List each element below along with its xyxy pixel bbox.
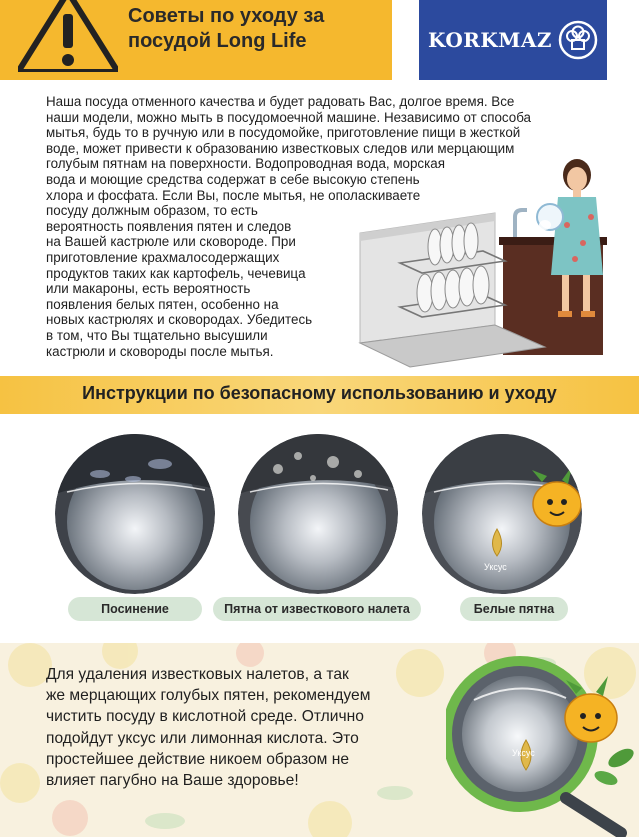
cleaning-tip-line: чистить посуду в кислотной среде. Отлично xyxy=(46,708,364,726)
intro-line: мытья, будь то в ручную или в посудомойке, приготовление пищи в жесткой xyxy=(46,125,521,141)
intro-line: кастрюли и сковороды после мытья. xyxy=(46,343,274,359)
intro-line: вероятность появления пятен и следов xyxy=(46,218,292,234)
intro-line: появления белых пятен, особенно на xyxy=(46,296,279,312)
pan-limescale-image xyxy=(238,434,398,594)
pan-bluing-image xyxy=(55,434,215,594)
intro-line: продуктов таких как картофель, чечевица xyxy=(46,265,306,281)
cleaning-tip-line: Для удаления известковых налетов, а так xyxy=(46,666,349,683)
page-title xyxy=(128,4,378,54)
intro-line: хлора и фосфата. Если Вы, после мытья, не ополаскиваете xyxy=(46,187,421,203)
intro-line: наши модели, можно мыть в посудомоечной машине. Независимо от способа xyxy=(46,109,532,125)
chef-hat-icon xyxy=(558,20,598,60)
pan-label-bluing: Посинение xyxy=(68,597,202,621)
page-title-line: посудой Long Life xyxy=(128,30,307,52)
intro-line: воде, может привести к образованию известковых следов или мерцающим xyxy=(46,140,515,156)
cleaning-tip-text xyxy=(46,664,426,791)
brand-logo xyxy=(419,0,607,80)
pan-white-spots-image xyxy=(422,434,582,594)
pan-label-white-spots: Белые пятна xyxy=(460,597,568,621)
intro-line: голубым пятнам на поверхности. Водопроводная вода, морская xyxy=(46,156,445,172)
intro-line: в том, что Вы тщательно высушили xyxy=(46,327,268,343)
instructions-title: Инструкции по безопасному использованию и уходу xyxy=(82,383,557,403)
pan-gallery xyxy=(0,420,639,630)
clean-pan-illustration xyxy=(446,648,636,837)
intro-line: новых кастрюлях и сковородах. Убедитесь xyxy=(46,312,313,328)
pan-label-limescale: Пятна от известкового налета xyxy=(213,597,421,621)
dishwasher-illustration xyxy=(355,155,610,370)
intro-line: посуду должным образом, то есть xyxy=(46,203,258,219)
warning-triangle-icon xyxy=(18,0,118,72)
intro-line: вода и моющие средства содержат в себе высокую степень xyxy=(46,171,420,187)
cleaning-tip-line: простейшее действие никоем образом не xyxy=(46,750,350,768)
intro-line: или макароны, есть вероятность xyxy=(46,281,251,297)
bottom-drop-label: Уксус xyxy=(512,748,535,758)
intro-line: приготовление крахмалосодержащих xyxy=(46,249,280,265)
cleaning-tip-line: подойдут уксус или лимонная кислота. Это xyxy=(46,729,359,747)
intro-line: на Вашей кастрюле или сковороде. При xyxy=(46,234,296,250)
cleaning-tip-line: влияет пагубно на Ваше здоровье! xyxy=(46,772,299,790)
cleaning-tip-line: же мерцающих голубых пятен, рекомендуем xyxy=(46,687,371,705)
header xyxy=(0,0,639,82)
drop-label: Уксус xyxy=(484,562,507,572)
logo-text: KORKMAZ xyxy=(427,28,553,52)
intro-line: Наша посуда отменного качества и будет радовать Вас, долгое время. Все xyxy=(46,94,515,109)
page-title-line: Советы по уходу за xyxy=(128,5,325,27)
